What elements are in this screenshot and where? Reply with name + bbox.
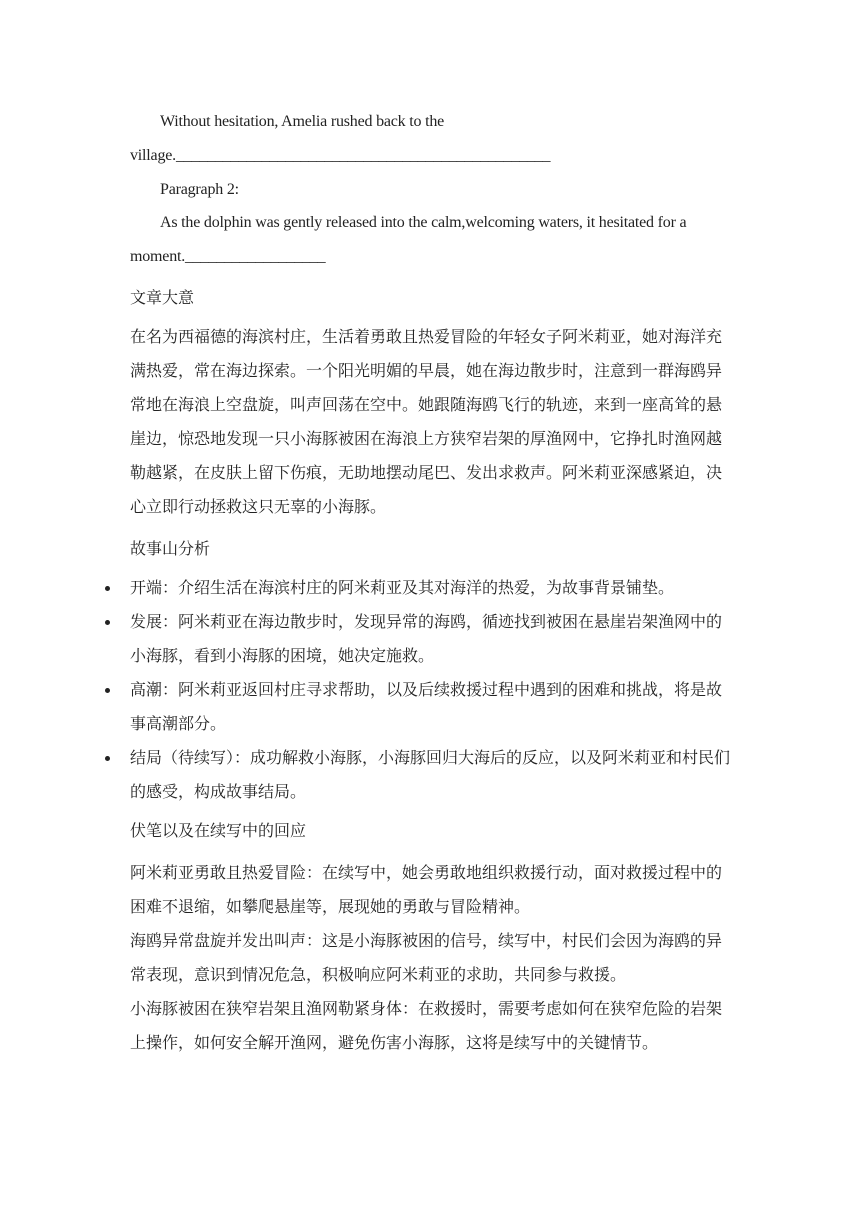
summary-heading: 文章大意 [130, 288, 195, 307]
list-item [105, 571, 735, 605]
bullet-icon [105, 620, 110, 625]
english-line-2: village.________________________________________________ [130, 147, 551, 164]
bullet-icon [105, 688, 110, 693]
foreshadowing-paragraph-2: 海鸥异常盘旋并发出叫声：这是小海豚被困的信号，续写中，村民们会因为海鸥的异常表现，意识到情况危急，积极响应阿米莉亚的求助，共同参与救援。 [130, 931, 723, 984]
foreshadowing-paragraph-1: 阿米莉亚勇敢且热爱冒险：在续写中，她会勇敢地组织救援行动，面对救援过程中的困难不退缩，如攀爬悬崖等，展现她的勇敢与冒险精神。 [130, 863, 723, 916]
foreshadowing-paragraph-3: 小海豚被困在狭窄岩架且渔网勒紧身体：在救援时，需要考虑如何在狭窄危险的岩架上操作，如何安全解开渔网，避免伤害小海豚，这将是续写中的关键情节。 [130, 999, 723, 1052]
paragraph-2-label: Paragraph 2: [160, 181, 239, 198]
list-item [105, 741, 735, 809]
story-mountain-heading: 故事山分析 [130, 539, 211, 558]
english-line-1: Without hesitation, Amelia rushed back to the [160, 113, 445, 130]
story-mountain-list [105, 571, 735, 809]
english-line-4: As the dolphin was gently released into the calm,welcoming waters, it hesitated for a [160, 214, 687, 231]
bullet-icon [105, 586, 110, 591]
list-item-text: 高潮：阿米莉亚返回村庄寻求帮助，以及后续救援过程中遇到的困难和挑战，将是故事高潮部分。 [130, 680, 723, 733]
bullet-icon [105, 756, 110, 761]
list-item-text: 结局（待续写）：成功解救小海豚，小海豚回归大海后的反应，以及阿米莉亚和村民们的感受，构成故事结局。 [130, 748, 731, 801]
list-item [105, 673, 735, 741]
foreshadowing-heading: 伏笔以及在续写中的回应 [130, 821, 307, 840]
list-item [105, 605, 735, 673]
english-line-5: moment.__________________ [130, 248, 326, 265]
list-item-text: 发展：阿米莉亚在海边散步时，发现异常的海鸥，循迹找到被困在悬崖岩架渔网中的小海豚，看到小海豚的困境，她决定施救。 [130, 612, 723, 665]
list-item-text: 开端：介绍生活在海滨村庄的阿米莉亚及其对海洋的热爱，为故事背景铺垫。 [130, 578, 675, 597]
summary-text: 在名为西福德的海滨村庄，生活着勇敢且热爱冒险的年轻女子阿米莉亚，她对海洋充满热爱，常在海边探索。一个阳光明媚的早晨，她在海边散步时，注意到一群海鸥异常地在海浪上空盘旋，叫声回荡在空中。她跟随海鸥飞行的轨迹，来到一座高耸的悬崖边，惊恐地发现一只小海豚被困在海浪上方狭窄岩架的厚渔网中，它挣扎时渔网越勒越紧，在皮肤上留下伤痕，无助地摆动尾巴、发出求救声。阿米莉亚深感紧迫，决心立即行动拯救这只无辜的小海豚。 [130, 327, 723, 516]
